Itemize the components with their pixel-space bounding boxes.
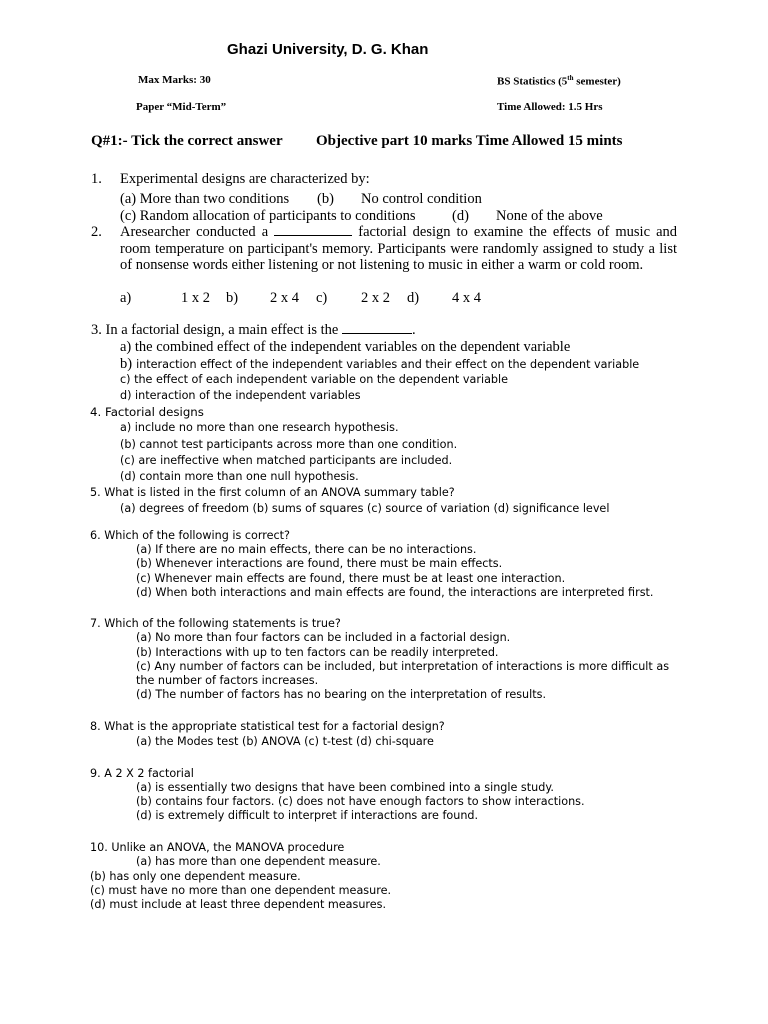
q2-option-d-label: d): [407, 290, 420, 306]
q6-option-c: (c) Whenever main effects are found, there must be at least one interaction.: [136, 572, 566, 585]
q1-option-b: No control condition: [361, 191, 482, 207]
section-question-label: Q#1:- Tick the correct answer: [91, 133, 283, 149]
q9-option-d: (d) is extremely difficult to interpret if interactions are found.: [136, 809, 479, 822]
q7-option-a: (a) No more than four factors can be included in a factorial design.: [136, 631, 511, 644]
q2-option-b: 2 x 4: [270, 290, 299, 306]
q2-stem-before: Aresearcher conducted a: [120, 224, 269, 240]
q5-options: (a) degrees of freedom (b) sums of squares (c) source of variation (d) significance level: [120, 502, 610, 515]
q2-option-a-label: a): [120, 290, 132, 306]
q2-stem: [120, 224, 677, 274]
q6-option-a: (a) If there are no main effects, there can be no interactions.: [136, 543, 477, 556]
q3-option-a: a) the combined effect of the independent variables on the dependent variable: [120, 339, 571, 355]
q9-stem: 9. A 2 X 2 factorial: [90, 767, 194, 780]
program-tail: semester): [573, 75, 621, 88]
q2-option-b-label: b): [226, 290, 239, 306]
section-objective: Objective part 10 marks Time Allowed 15 mints: [316, 133, 623, 149]
q1-option-d-label: (d): [452, 208, 469, 224]
q3-stem: [91, 322, 416, 339]
q10-option-a: (a) has more than one dependent measure.: [136, 855, 381, 868]
q10-option-b: (b) has only one dependent measure.: [90, 870, 301, 883]
q8-options: (a) the Modes test (b) ANOVA (c) t-test (d) chi-square: [136, 735, 434, 748]
q7-option-c-line2: the number of factors increases.: [136, 674, 319, 687]
q5-stem: 5. What is listed in the first column of an ANOVA summary table?: [90, 486, 455, 499]
program: [497, 74, 621, 88]
q8-stem: 8. What is the appropriate statistical test for a factorial design?: [90, 720, 445, 733]
q1-number: 1.: [91, 171, 102, 187]
q9-option-b-c: (b) contains four factors. (c) does not have enough factors to show interactions.: [136, 795, 585, 808]
q2-option-a: 1 x 2: [181, 290, 210, 306]
q7-stem: 7. Which of the following statements is true?: [90, 617, 341, 630]
q7-option-b: (b) Interactions with up to ten factors can be readily interpreted.: [136, 646, 499, 659]
q1-stem: Experimental designs are characterized by:: [120, 171, 370, 187]
program-sup: th: [567, 74, 574, 82]
q6-stem: 6. Which of the following is correct?: [90, 529, 290, 542]
q10-option-c: (c) must have no more than one dependent measure.: [90, 884, 392, 897]
q2-number: 2.: [91, 224, 102, 240]
q3-stem-text: 3. In a factorial design, a main effect is the: [91, 322, 339, 338]
q3-option-d: d) interaction of the independent variables: [120, 389, 361, 402]
q6-option-d: (d) When both interactions and main effects are found, the interactions are interpreted first.: [136, 586, 654, 599]
q2-option-d: 4 x 4: [452, 290, 481, 306]
q7-option-c-line1: (c) Any number of factors can be included, but interpretation of interactions is more difficult as: [136, 660, 670, 673]
q4-option-c: (c) are ineffective when matched participants are included.: [120, 454, 453, 467]
q4-option-a: a) include no more than one research hypothesis.: [120, 421, 399, 434]
q1-option-c: (c) Random allocation of participants to conditions: [120, 208, 416, 224]
q3-stem-end: .: [411, 322, 416, 338]
q2-option-c-label: c): [316, 290, 328, 306]
university-title: Ghazi University, D. G. Khan: [227, 41, 429, 58]
q10-stem: 10. Unlike an ANOVA, the MANOVA procedure: [90, 841, 345, 854]
q3-option-c: c) the effect of each independent variable on the dependent variable: [120, 373, 509, 386]
q4-option-d: (d) contain more than one null hypothesis.: [120, 470, 359, 483]
q3-blank: [342, 322, 412, 334]
q3-option-b-text: interaction effect of the independent variables and their effect on the dependent variable: [136, 358, 640, 371]
time-allowed: Time Allowed: 1.5 Hrs: [497, 101, 603, 113]
q1-option-d: None of the above: [496, 208, 603, 224]
paper-type: Paper “Mid-Term”: [136, 101, 227, 113]
q4-option-b: (b) cannot test participants across more than one condition.: [120, 438, 458, 451]
q9-option-a: (a) is essentially two designs that have been combined into a single study.: [136, 781, 554, 794]
q2-option-c: 2 x 2: [361, 290, 390, 306]
q7-option-d: (d) The number of factors has no bearing on the interpretation of results.: [136, 688, 547, 701]
q2-stem-after: factorial design to examine the effects of music and room temperature on participant's memory. Participants were randomly assigned to study a list of nonsense words either listening or not listening to music in either a warm or cold room.: [120, 224, 678, 273]
q4-stem: 4. Factorial designs: [90, 405, 204, 419]
program-text: BS Statistics (5: [497, 75, 568, 88]
q1-option-a: (a) More than two conditions: [120, 191, 290, 207]
max-marks: Max Marks: 30: [138, 74, 211, 86]
q2-blank: [274, 224, 352, 236]
q10-option-d: (d) must include at least three dependent measures.: [90, 898, 387, 911]
q1-option-b-label: (b): [317, 191, 334, 207]
q3-option-b-label: b): [120, 356, 133, 372]
q6-option-b: (b) Whenever interactions are found, there must be main effects.: [136, 557, 503, 570]
q3-option-b: [120, 355, 639, 373]
